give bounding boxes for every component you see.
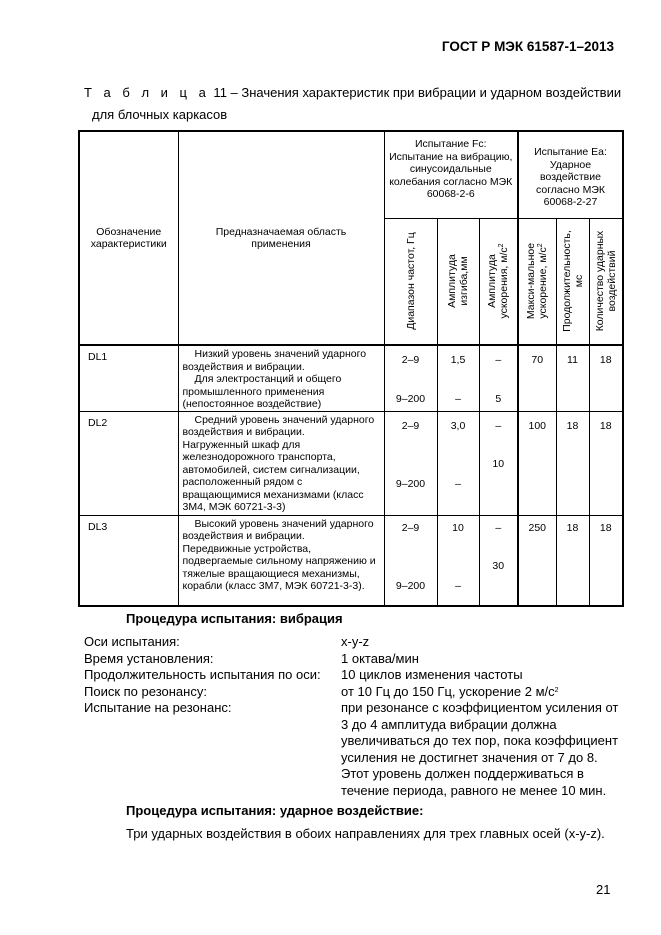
header-application: Предназначаемая область применения (178, 131, 384, 345)
cell-duration: 11 (556, 345, 589, 411)
header-group-ea: Испытание Ea: Ударное воздействие согласно МЭК 60068-2-27 (518, 131, 623, 219)
vibration-procedure-title: Процедура испытания: вибрация (126, 611, 343, 626)
row-description: Высокий уровень значений ударного воздействия и вибрации. Передвижные устройства, подвергаемые сильному напряжению и тяжелые вращающиеся механизмы, корабли (класс 3М7, МЭК 60721-3-3). (178, 515, 384, 606)
cell-acceleration: – 30 (479, 515, 518, 606)
header-group-fc: Испытание Fc: Испытание на вибрацию, синусоидальные колебания согласно МЭК 60068-2-6 (384, 131, 518, 219)
cell-acceleration: – 5 (479, 345, 518, 411)
row-code: DL2 (79, 411, 178, 515)
caption-prefix: Т а б л и ц а (84, 85, 210, 100)
cell-amplitude: 1,5 – (437, 345, 479, 411)
cell-frequency: 2–9 9–200 (384, 515, 437, 606)
cell-max-acceleration: 250 (518, 515, 556, 606)
shock-procedure-text: Три ударных воздействия в обоих направлениях для трех главных осей (x-y-z). (126, 826, 605, 841)
cell-max-acceleration: 70 (518, 345, 556, 411)
cell-count: 18 (589, 411, 623, 515)
characteristics-table (78, 130, 624, 607)
header-shock-count: Количество ударных воздействий (589, 219, 623, 345)
row-code: DL1 (79, 345, 178, 411)
cell-amplitude: 10 – (437, 515, 479, 606)
cell-amplitude: 3,0 – (437, 411, 479, 515)
param-row: Время установления: 1 октава/мин (84, 650, 419, 666)
header-max-acceleration: Макси-мальное ускорение, $м/с^2$ (518, 219, 556, 345)
param-row: Оси испытания: x-y-z (84, 634, 370, 649)
cell-acceleration: – 10 (479, 411, 518, 515)
param-row: Испытание на резонанс: при резонансе с коэффициентом усиления от 3 до 4 амплитуда вибрации должна увеличиваться до тех пор, пока коэффициент усиления не достигнет значения от 7 до 8. Этот уровень должен поддерживаться в течение периода, равного не менее 10 мин. (84, 700, 619, 798)
table-row (79, 345, 623, 411)
caption-title: 11 – Значения характеристик при вибрации и ударном воздействии (209, 85, 622, 100)
vibration-parameters (84, 634, 631, 799)
cell-duration: 18 (556, 515, 589, 606)
header-frequency-range: Диапазон частот, Гц (384, 219, 437, 345)
caption-line2: для блочных каркасов (92, 107, 228, 122)
table-caption (84, 82, 624, 126)
cell-max-acceleration: 100 (518, 411, 556, 515)
cell-frequency: 2–9 9–200 (384, 345, 437, 411)
cell-count: 18 (589, 515, 623, 606)
param-row: Поиск по резонансу: от 10 Гц до 150 Гц, ускорение 2 $м/с^2$ (84, 683, 559, 699)
param-row: Продолжительность испытания по оси: 10 циклов изменения частоты (84, 667, 523, 682)
page-number: 21 (596, 882, 611, 897)
cell-duration: 18 (556, 411, 589, 515)
document-id: ГОСТ Р МЭК 61587-1–2013 (441, 39, 614, 54)
header-acceleration-amplitude: Амплитуда ускорения, $м/с^2$ (479, 219, 518, 345)
shock-procedure-title: Процедура испытания: ударное воздействие: (126, 803, 424, 818)
table-row (79, 515, 623, 606)
row-description: Низкий уровень значений ударного воздействия и вибрации. Для электростанций и общего промышленного применения (непостоянное воздействие) (178, 345, 384, 411)
header-bend-amplitude: Амплитуда изгиба,мм (437, 219, 479, 345)
header-duration: Продолжительность, мс (556, 219, 589, 345)
cell-count: 18 (589, 345, 623, 411)
header-designation: Обозначение характеристики (79, 131, 178, 345)
row-code: DL3 (79, 515, 178, 606)
row-description: Средний уровень значений ударного воздействия и вибрации. Нагруженный шкаф для железнодорожного транспорта, автомобилей, систем сигнализации, расположенный рядом с вращающимися механизмами (класс 3М4, МЭК 60721-3-3) (178, 411, 384, 515)
cell-frequency: 2–9 9–200 (384, 411, 437, 515)
table-row (79, 411, 623, 515)
